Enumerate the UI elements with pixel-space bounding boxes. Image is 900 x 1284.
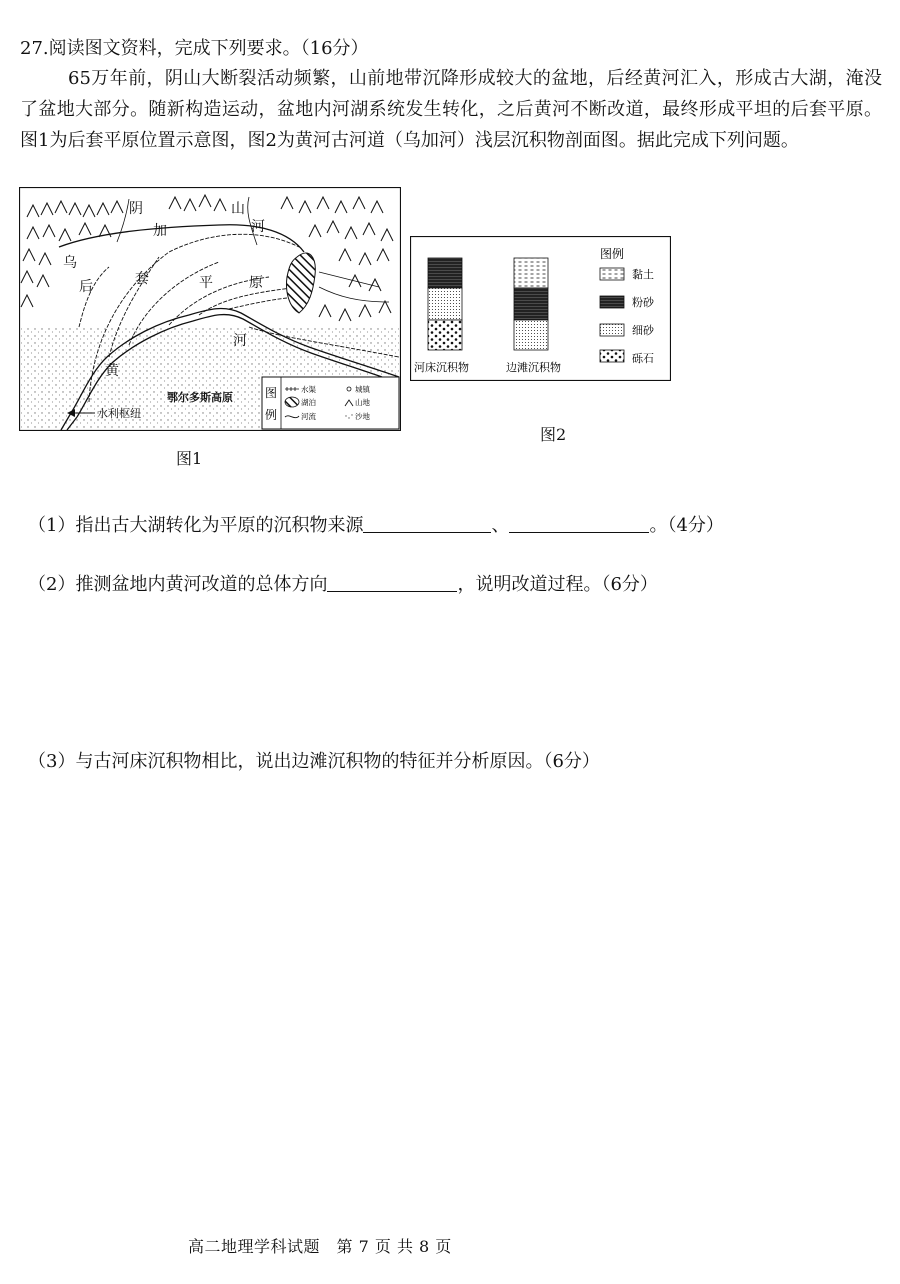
legend-fine-sand: 细砂	[632, 324, 654, 337]
page-footer: 高二地理学科试题 第 7 页 共 8 页	[188, 1237, 452, 1256]
svg-text:例: 例	[265, 408, 278, 422]
figure2-profile	[410, 236, 671, 381]
answer-blank-1b[interactable]	[509, 514, 649, 533]
svg-text:图例: 图例	[600, 247, 625, 261]
legend-sand: 沙地	[355, 412, 370, 421]
label-shan: 山	[231, 201, 245, 217]
label-tao: 套	[135, 271, 149, 287]
label-ordos: 鄂尔多斯高原	[167, 391, 233, 404]
question-intro: 65万年前，阴山大断裂活动频繁，山前地带沉降形成较大的盆地，后经黄河汇入，形成古大湖，淹没了盆地大部分。随新构造运动，盆地内河湖系统发生转化，之后黄河不断改道，最终形成平坦的后套平原。图1为后套平原位置示意图，图2为黄河古河道（乌加河）浅层沉积物剖面图。据此完成下列问题。	[20, 68, 882, 151]
figure1-caption: 图1	[176, 449, 203, 468]
legend-mountain: 山地	[355, 398, 370, 407]
column-pointbar	[514, 258, 548, 350]
label-yin: 阴	[129, 201, 143, 217]
question-title: 27.阅读图文资料，完成下列要求。（16分）	[20, 38, 369, 59]
label-hub: 水利枢纽	[97, 407, 141, 420]
subquestion-2: （2）推测盆地内黄河改道的总体方向 ，说明改道过程。（6分）	[28, 574, 658, 595]
label-wu: 乌	[63, 255, 77, 271]
label-huang: 黄	[105, 363, 119, 379]
label-hou: 后	[79, 279, 93, 295]
legend-clay: 黏土	[632, 268, 654, 281]
figure1-map	[19, 187, 401, 431]
label-jia: 加	[153, 223, 167, 239]
column-riverbed	[428, 258, 462, 350]
label-he-v: 河	[251, 219, 265, 235]
answer-blank-2[interactable]	[327, 573, 457, 592]
figure1-legend	[262, 377, 399, 429]
figure2-caption: 图2	[540, 425, 567, 444]
legend-canal: 水渠	[301, 385, 316, 394]
answer-blank-1a[interactable]	[363, 514, 491, 533]
legend-lake: 湖泊	[301, 398, 316, 407]
svg-text:图: 图	[265, 386, 278, 400]
legend-silt: 粉砂	[632, 296, 654, 309]
legend-town: 城镇	[355, 385, 370, 394]
legend-river: 河流	[301, 412, 316, 421]
label-yuan: 原	[249, 275, 263, 291]
subquestion-3: （3）与古河床沉积物相比，说出边滩沉积物的特征并分析原因。（6分）	[28, 751, 600, 772]
label-ping: 平	[199, 275, 213, 291]
column2-label: 边滩沉积物	[506, 361, 561, 374]
label-he: 河	[233, 333, 247, 349]
column1-label: 河床沉积物	[414, 361, 469, 374]
subquestion-1: （1）指出古大湖转化为平原的沉积物来源 、 。（4分）	[28, 515, 724, 536]
legend-gravel: 砾石	[632, 352, 654, 365]
